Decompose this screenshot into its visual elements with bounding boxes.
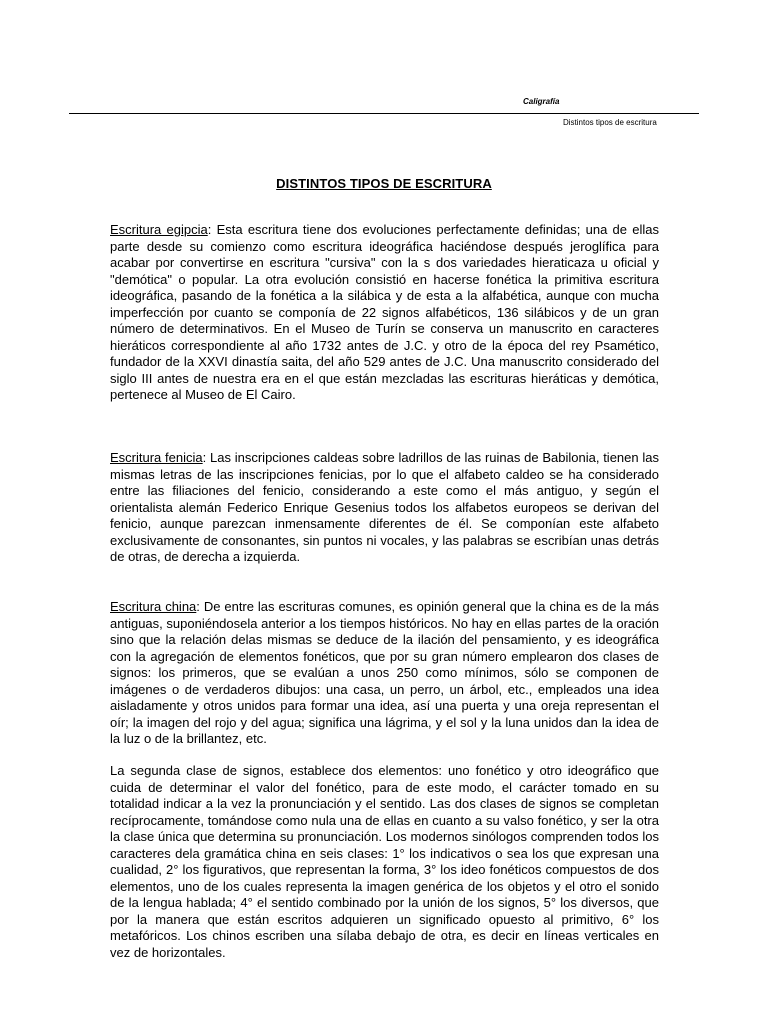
header-rule xyxy=(69,113,699,114)
section-fenicia xyxy=(110,450,659,566)
section-egipcia xyxy=(110,222,659,404)
section-heading: Escritura fenicia xyxy=(110,450,203,465)
section-heading: Escritura china xyxy=(110,599,197,614)
section-text: : Las inscripciones caldeas sobre ladrillos de las ruinas de Babilonia, tienen las mismas letras de las inscripciones fenicias, por lo que el alfabeto caldeo se ha considerado entre las filiaciones del fenicio, considerando a este como el más antiguo, y según el orientalista alemán Federico Enrique Gesenius todos los alfabetos europeos se derivan del fenicio, aunque parezcan inmensamente diferentes de él. Se componían este alfabeto exclusivamente de consonantes, sin puntos ni vocales, y las palabras se escribían unas detrás de otras, de derecha a izquierda. xyxy=(110,450,659,564)
header-subtitle: Distintos tipos de escritura xyxy=(563,118,657,127)
header-title: Caligrafía xyxy=(523,97,560,106)
section-china-continued xyxy=(110,763,659,961)
section-text: : De entre las escrituras comunes, es opinión general que la china es de la más antiguas, suponiéndosela anterior a los tiempos históricos. No hay en ellas partes de la oración sino que la relación delas mismas se deduce de la ilación del pensamiento, y es ideográfica con la agregación de elementos fonéticos, que por su gran número emplearon dos clases de signos: los primeros, que se evalúan a unos 250 como mínimos, sólo se componen de imágenes o de verdaderos dibujos: una casa, un perro, un árbol, etc., empleados una idea aisladamente y otros unidos para formar una idea, así una puerta y una oreja representan el oír; la imagen del rojo y del agua; significa una lágrima, y el sol y la luna unidos dan la idea de la luz o de la brillantez, etc. xyxy=(110,599,659,746)
section-text: La segunda clase de signos, establece dos elementos: uno fonético y otro ideográfico que cuida de determinar el valor del fonético, para de este modo, el carácter tomado en su totalidad indicar a la vez la pronunciación y el sentido. Las dos clases de signos se completan recíprocamente, tomándose como nula una de ellas en cuanto a su valso fonético, y ser la otra la clase única que determina su pronunciación. Los modernos sinólogos comprenden todos los caracteres dela gramática china en seis clases: 1° los indicativos o sea los que expresan una cualidad, 2° los figurativos, que representan la forma, 3° los ideo fonéticos compuestos de dos elementos, uno de los cuales representa la imagen genérica de los objetos y el otro el sonido de la lengua hablada; 4° el sentido combinado por la unión de los signos, 5° los diversos, que por la manera que están escritos adquieren un significado opuesto al primitivo, 6° los metafóricos. Los chinos escriben una sílaba debajo de otra, es decir en líneas verticales en vez de horizontales. xyxy=(110,763,659,960)
document-title: DISTINTOS TIPOS DE ESCRITURA xyxy=(276,176,492,191)
section-text: : Esta escritura tiene dos evoluciones perfectamente definidas; una de ellas parte desde su comienzo como escritura ideográfica haciéndose después jeroglífica para acabar por convertirse en escritura "cursiva" con la s dos variedades hieraticaza u oficial y "demótica" o popular. La otra evolución consistió en hacerse fonética la primitiva escritura ideográfica, pasando de la fonética a la silábica y de esta a la alfabética, aunque con mucha imperfección por cuanto se componía de 22 signos alfabéticos, 136 silábicos y de un gran número de determinativos. En el Museo de Turín se conserva un manuscrito en caracteres hieráticos correspondiente al año 1732 antes de J.C. y otro de la época del rey Psamético, fundador de la XXVI dinastía saita, del año 529 antes de J.C. Una manuscrito considerado del siglo III antes de nuestra era en el que están mezcladas las escrituras hieráticas y demótica, pertenece al Museo de El Cairo. xyxy=(110,222,659,402)
section-china xyxy=(110,599,659,748)
section-heading: Escritura egipcia xyxy=(110,222,208,237)
